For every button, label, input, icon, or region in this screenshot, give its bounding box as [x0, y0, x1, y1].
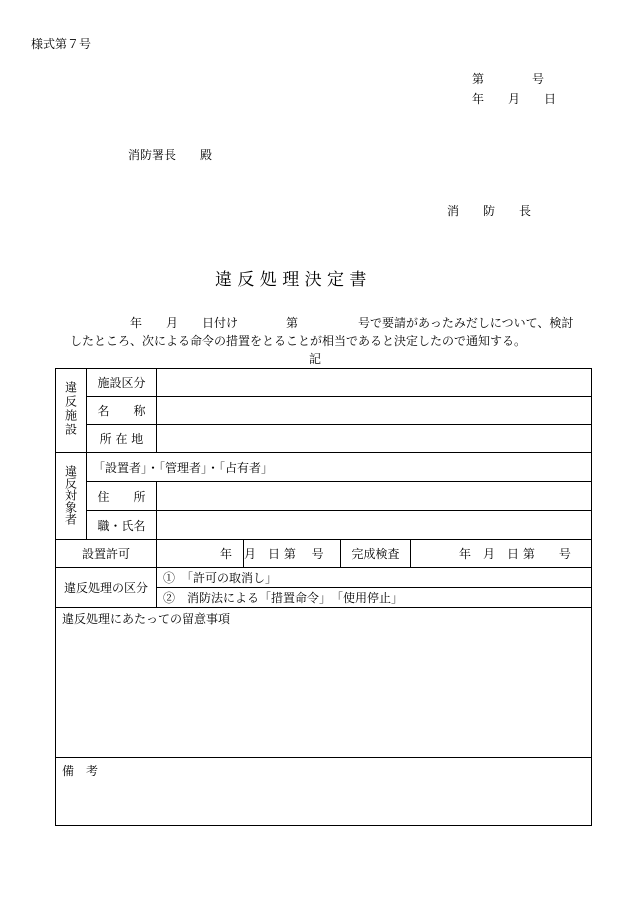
category-option-2[interactable]: ② 消防法による「措置命令」 「使用停止」	[157, 588, 592, 608]
remarks-label: 備 考	[62, 764, 99, 778]
target-name-label: 職・氏名	[87, 511, 157, 540]
remarks-cell[interactable]	[56, 758, 592, 826]
document-date: 年 月 日	[472, 92, 557, 106]
form-number: 様式第７号	[31, 37, 92, 51]
facility-type-label: 施設区分	[87, 369, 157, 397]
facility-type-field[interactable]	[157, 369, 592, 397]
target-role-label: 「設置者」・「管理者」・「占有者」	[87, 453, 592, 482]
category-label: 違反処理の区分	[56, 568, 157, 608]
notes-label: 違反処理にあたっての留意事項	[62, 612, 231, 626]
body-line-1: 年 月 日付け 第 号で要請があったみだしについて、検討	[130, 316, 574, 330]
permit-label: 設置許可	[56, 540, 157, 568]
body-line-2: したところ、次による命令の措置をとることが相当であると決定したので通知する。	[70, 334, 527, 348]
issuer: 消 防 長	[447, 204, 532, 218]
facility-name-label: 名 称	[87, 397, 157, 425]
document-number: 第 号	[472, 72, 545, 86]
facility-group-label: 違反施設	[56, 369, 87, 453]
notes-cell[interactable]	[56, 608, 592, 758]
permit-date[interactable]: 年 月 日 第 号	[220, 547, 324, 561]
decision-table	[55, 368, 592, 826]
target-address-field[interactable]	[157, 482, 592, 511]
addressee: 消防署長 殿	[128, 148, 213, 162]
category-option-1[interactable]: ① 「許可の取消し」	[157, 568, 592, 588]
target-address-label: 住 所	[87, 482, 157, 511]
target-group-label: 違反対象者	[56, 453, 87, 540]
document-title: 違 反 処 理 決 定 書	[215, 270, 367, 290]
completion-date[interactable]: 年 月 日 第 号	[459, 547, 571, 561]
completion-label: 完成検査	[340, 540, 411, 567]
facility-address-label: 所 在 地	[87, 425, 157, 453]
ki-mark: 記	[309, 352, 322, 366]
permit-completion-cell	[220, 540, 592, 568]
target-name-field[interactable]	[157, 511, 592, 540]
facility-address-field[interactable]	[157, 425, 592, 453]
facility-name-field[interactable]	[157, 397, 592, 425]
